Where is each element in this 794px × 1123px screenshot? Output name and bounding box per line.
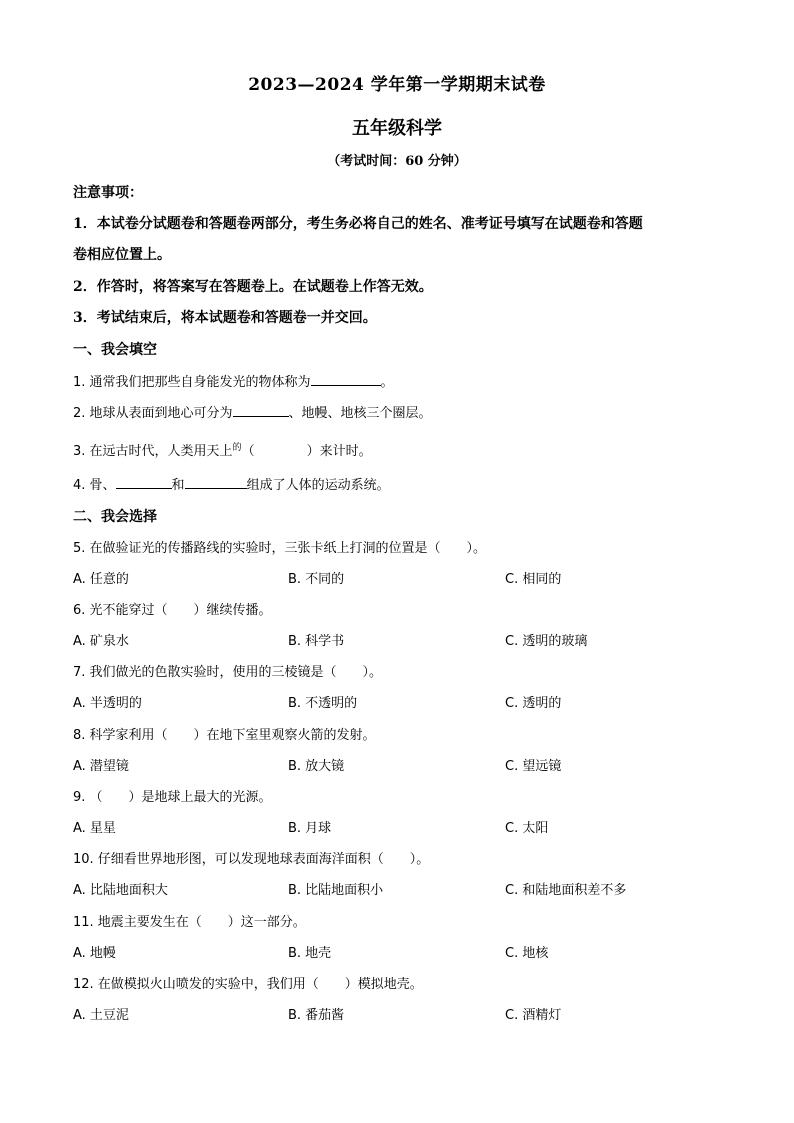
option-a: A. 潜望镜 <box>73 759 129 774</box>
question-4 <box>73 474 390 493</box>
question-1-text: 1. 通常我们把那些自身能发光的物体称为 <box>73 375 311 390</box>
exam-title: 2023—2024 学年第一学期期末试卷 <box>248 75 546 95</box>
option-b: B. 科学书 <box>288 634 345 649</box>
section2-heading: 二、我会选择 <box>73 509 157 525</box>
answer-blank <box>311 373 381 386</box>
option-b: B. 地壳 <box>288 946 332 961</box>
notice-item-2: 2．作答时，将答案写在答题卷上。在试题卷上作答无效。 <box>73 279 433 295</box>
notice-item-3: 3．考试结束后，将本试题卷和答题卷一并交回。 <box>73 310 377 326</box>
question-3-sup: 的 <box>232 443 242 453</box>
option-b: B. 不同的 <box>288 572 345 587</box>
option-b: B. 月球 <box>288 821 332 836</box>
notice-item-1b: 卷相应位置上。 <box>73 247 171 263</box>
option-a: A. 地幔 <box>73 946 116 961</box>
question-1 <box>73 371 394 390</box>
question-4-mid: 和 <box>171 478 185 493</box>
question-6: 6. 光不能穿过（ ）继续传播。 <box>73 603 272 618</box>
option-b: B. 放大镜 <box>288 759 345 774</box>
option-c: C. 太阳 <box>505 821 549 836</box>
option-c: C. 酒精灯 <box>505 1008 562 1023</box>
exam-subject: 五年级科学 <box>352 118 442 139</box>
option-c: C. 相同的 <box>505 572 562 587</box>
question-2-text: 2. 地球从表面到地心可分为 <box>73 406 233 421</box>
option-c: C. 和陆地面积差不多 <box>505 883 627 898</box>
question-2 <box>73 402 432 421</box>
notice-heading: 注意事项： <box>73 185 143 201</box>
option-a: A. 星星 <box>73 821 116 836</box>
question-4-text: 4. 骨、 <box>73 478 116 493</box>
option-c: C. 透明的 <box>505 696 562 711</box>
option-a: A. 土豆泥 <box>73 1008 129 1023</box>
notice-item-1a: 1．本试卷分试题卷和答题卷两部分，考生务必将自己的姓名、准考证号填写在试题卷和答题 <box>73 216 643 232</box>
option-a: A. 比陆地面积大 <box>73 883 168 898</box>
question-4-end: 组成了人体的运动系统。 <box>246 478 390 493</box>
section1-heading: 一、我会填空 <box>73 342 157 358</box>
question-1-end: 。 <box>380 375 394 390</box>
answer-blank <box>233 404 289 417</box>
option-b: B. 比陆地面积小 <box>288 883 384 898</box>
option-c: C. 透明的玻璃 <box>505 634 588 649</box>
question-9: 9. （ ）是地球上最大的光源。 <box>73 790 272 805</box>
option-b: B. 番茄酱 <box>288 1008 345 1023</box>
answer-blank <box>185 476 247 489</box>
question-3-end: （ ）来计时。 <box>241 444 372 459</box>
question-3 <box>73 440 372 459</box>
option-a: A. 任意的 <box>73 572 129 587</box>
question-11: 11. 地震主要发生在（ ）这一部分。 <box>73 915 306 930</box>
question-5: 5. 在做验证光的传播路线的实验时，三张卡纸上打洞的位置是（ ）。 <box>73 541 487 556</box>
option-a: A. 半透明的 <box>73 696 142 711</box>
option-c: C. 地核 <box>505 946 549 961</box>
option-c: C. 望远镜 <box>505 759 562 774</box>
answer-blank <box>116 476 172 489</box>
exam-time-note: （考试时间：60 分钟） <box>327 154 467 169</box>
question-3-text: 3. 在远古时代，人类用天上 <box>73 444 233 459</box>
question-12: 12. 在做模拟火山喷发的实验中，我们用（ ）模拟地壳。 <box>73 977 423 992</box>
question-10: 10. 仔细看世界地形图，可以发现地球表面海洋面积（ ）。 <box>73 852 430 867</box>
option-a: A. 矿泉水 <box>73 634 129 649</box>
question-8: 8. 科学家利用（ ）在地下室里观察火箭的发射。 <box>73 728 376 743</box>
option-b: B. 不透明的 <box>288 696 358 711</box>
question-2-end: 、地幔、地核三个圈层。 <box>288 406 432 421</box>
question-7: 7. 我们做光的色散实验时，使用的三棱镜是（ ）。 <box>73 665 383 680</box>
